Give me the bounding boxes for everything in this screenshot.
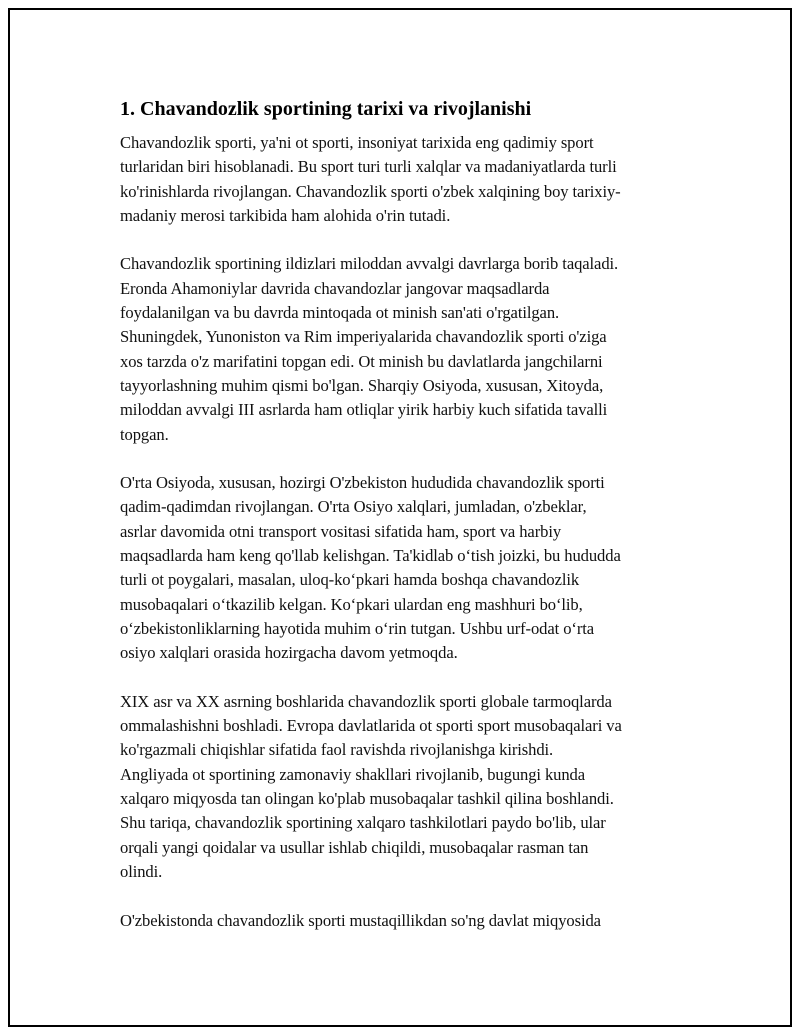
text-line: miloddan avvalgi III asrlarda ham otliqlar yirik harbiy kuch sifatida tavalli	[120, 400, 608, 420]
text-line: XIX asr va XX asrning boshlarida chavandozlik sporti globale tarmoqlarda	[120, 691, 612, 711]
text-line: orqali yangi qoidalar va usullar ishlab chiqildi, musobaqalar rasman tan	[120, 837, 589, 857]
text-line: ko'rgazmali chiqishlar sifatida faol ravishda rivojlanishga kirishdi.	[120, 740, 554, 760]
text-line: Chavandozlik sporti, ya'ni ot sporti, insoniyat tarixida eng qadimiy sport	[120, 133, 594, 152]
document-body	[120, 96, 692, 957]
text-line: ommalashishni boshladi. Evropa davlatlarida ot sporti sport musobaqalari va	[120, 716, 622, 736]
text-line: foydalanilgan va bu davrda mintoqada ot minish san'ati o'rgatilgan.	[120, 303, 560, 323]
text-line: asrlar davomida otni transport vositasi sifatida ham, sport va harbiy	[120, 521, 562, 541]
text-line: madaniy merosi tarkibida ham alohida o'rin tutadi.	[120, 205, 451, 225]
text-line: turlaridan biri hisoblanadi. Bu sport turi turli xalqlar va madaniyatlarda turli	[120, 157, 617, 177]
text-line: tayyorlashning muhim qismi bo'lgan. Sharqiy Osiyoda, xususan, Xitoyda,	[120, 375, 604, 395]
text-line: Eronda Ahamoniylar davrida chavandozlar jangovar maqsadlarda	[120, 278, 550, 298]
text-line: Angliyada ot sportining zamonaviy shakllari rivojlanib, bugungi kunda	[120, 764, 586, 784]
text-line: Chavandozlik sportining ildizlari miloddan avvalgi davrlarga borib taqaladi.	[120, 254, 619, 274]
text-line: ko'rinishlarda rivojlangan. Chavandozlik sporti o'zbek xalqining boy tarixiy-	[120, 181, 621, 201]
text-line: Shu tariqa, chavandozlik sportining xalqaro tashkilotlari paydo bo'lib, ular	[120, 813, 606, 833]
text-line: Shuningdek, Yunoniston va Rim imperiyalarida chavandozlik sporti o'ziga	[120, 327, 607, 347]
text-line: xos tarzda o'z marifatini topgan edi. Ot minish bu davlatlarda jangchilarni	[120, 351, 603, 371]
section-heading: 1. Chavandozlik sportining tarixi va rivojlanishi	[120, 98, 532, 120]
text-line: osiyo xalqlari orasida hozirgacha davom yetmoqda.	[120, 643, 458, 663]
paragraph-3	[120, 471, 692, 665]
text-line: O'rta Osiyoda, xususan, hozirgi O'zbekiston hududida chavandozlik sporti	[120, 473, 605, 493]
text-line: xalqaro miqyosda tan olingan ko'plab musobaqalar tashkil qilina boshlandi.	[120, 789, 614, 809]
text-line: musobaqalari o‘tkazilib kelgan. Ko‘pkari ulardan eng mashhuri bo‘lib,	[120, 594, 583, 614]
text-line: turli ot poygalari, masalan, uloq-ko‘pkari hamda boshqa chavandozlik	[120, 570, 580, 590]
text-line: topgan.	[120, 424, 169, 444]
text-line: olindi.	[120, 861, 163, 881]
paragraph-2	[120, 252, 692, 446]
text-line: qadim-qadimdan rivojlangan. O'rta Osiyo xalqlari, jumladan, o'zbeklar,	[120, 497, 587, 517]
text-line: o‘zbekistonliklarning hayotida muhim o‘rin tutgan. Ushbu urf-odat o‘rta	[120, 618, 595, 638]
paragraph-4	[120, 690, 692, 884]
page	[8, 8, 792, 1027]
paragraph-1	[120, 131, 692, 228]
text-line: O'zbekistonda chavandozlik sporti mustaqillikdan so'ng davlat miqyosida	[120, 910, 601, 930]
paragraph-5	[120, 909, 692, 933]
text-line: maqsadlarda ham keng qo'llab kelishgan. Ta'kidlab o‘tish joizki, bu hududda	[120, 546, 621, 566]
